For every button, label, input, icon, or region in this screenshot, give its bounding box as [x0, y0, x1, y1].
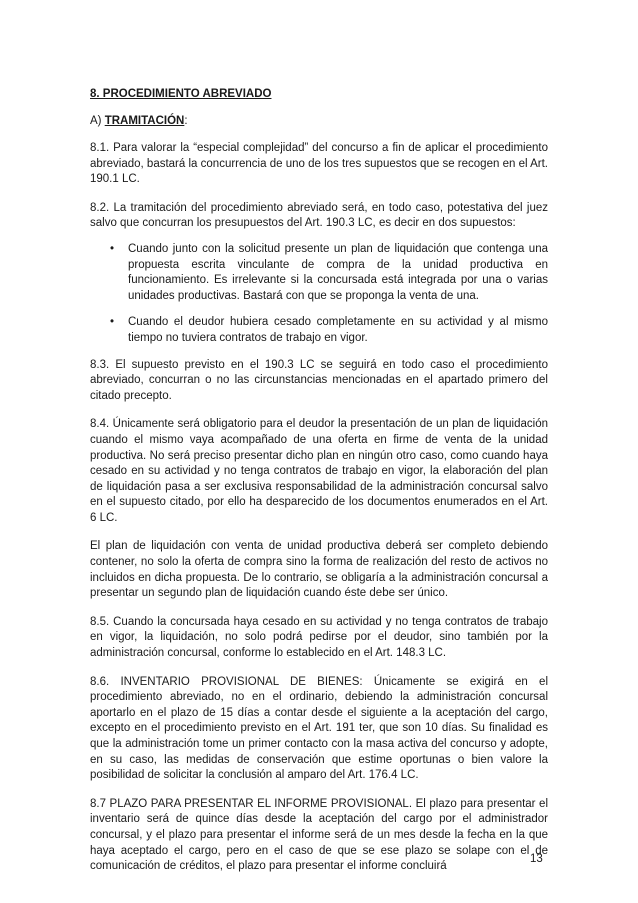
paragraph-8-4-continued: El plan de liquidación con venta de unidad productiva deberá ser completo debiendo contener, no solo la oferta de compra sino la forma de realización del resto de activos no incluidos en dicha propuesta. De lo contrario, se obligaría a la administración concursal a presentar un segundo plan de liquidación cuando éste debe ser único. [90, 540, 548, 600]
subsection-prefix: A) [90, 115, 105, 127]
list-item [90, 315, 548, 346]
paragraph-8-6: 8.6. INVENTARIO PROVISIONAL DE BIENES: Únicamente se exigirá en el procedimiento abreviado, no en el ordinario, debiendo la administración concursal aportarlo en el plazo de 15 días a contar desde el siguiente a la aceptación del cargo, excepto en el procedimiento previsto en el Art. 191 ter, que son 10 días. Su finalidad es que la administración tome un primer contacto con la masa activa del concurso y adopte, en su caso, las medidas de conservación que estime oportunas o bien valore la posibilidad de solicitar la conclusión al amparo del Art. 176.4 LC. [90, 675, 548, 782]
page-number: 13 [530, 853, 543, 865]
paragraph-8-4: 8.4. Únicamente será obligatorio para el deudor la presentación de un plan de liquidación cuando el mismo vaya acompañado de una oferta en firme de venta de la unidad productiva. No será preciso presentar dicho plan en ningún otro caso, como cuando haya cesado en su actividad y no tenga contratos de trabajo en vigor, la elaboración del plan de liquidación pasa a ser exclusiva responsabilidad de la administración concursal salvo en el supuesto citado, por ello ha desparecido de los documentos enumerados en el Art. 6 LC. [90, 418, 548, 524]
paragraph-8-7: 8.7 PLAZO PARA PRESENTAR EL INFORME PROVISIONAL. El plazo para presentar el inventario será de quince días desde la aceptación del cargo por el administrador concursal, y el plazo para presentar el informe será de un mes desde la fecha en la que haya aceptado el cargo, pero en el caso de que se ese plazo se solape con el de comunicación de créditos, el plazo para presentar el informe concluirá [90, 797, 548, 873]
list-item-text: Cuando el deudor hubiera cesado completamente en su actividad y al mismo tiempo no tuviera contratos de trabajo en vigor. [128, 316, 548, 344]
document-page [90, 87, 548, 875]
section-heading: 8. PROCEDIMIENTO ABREVIADO [90, 88, 272, 100]
bullet-list [90, 242, 548, 347]
subsection-suffix: : [184, 115, 188, 127]
subsection-label: TRAMITACIÓN [104, 115, 185, 127]
paragraph-8-5: 8.5. Cuando la concursada haya cesado en su actividad y no tenga contratos de trabajo en vigor, la liquidación, no solo podrá pedirse por el deudor, sino también por la administración concursal, conforme lo establecido en el Art. 148.3 LC. [90, 615, 548, 660]
subsection-heading [90, 114, 548, 128]
bullet-icon: • [110, 316, 115, 329]
paragraph-8-1: 8.1. Para valorar la “especial complejidad” del concurso a fin de aplicar el procedimiento abreviado, bastará la concurrencia de uno de los tres supuestos que se recogen en el Art. 190.1 LC. [90, 142, 548, 186]
bullet-icon: • [110, 242, 115, 255]
paragraph-8-2: 8.2. La tramitación del procedimiento abreviado será, en todo caso, potestativa del juez salvo que concurran los presupuestos del Art. 190.3 LC, es decir en dos supuestos: [90, 201, 548, 230]
list-item-text: Cuando junto con la solicitud presente un plan de liquidación que contenga una propuesta escrita vinculante de compra de la unidad productiva en funcionamiento. Es irrelevante si la concursada está integrada por una o varias unidades productivas. Bastará con que se proponga la venta de una. [128, 242, 548, 302]
paragraph-8-3: 8.3. El supuesto previsto en el 190.3 LC se seguirá en todo caso el procedimiento abreviado, concurran o no las circunstancias mencionadas en el apartado primero del citado precepto. [90, 358, 548, 402]
list-item [90, 242, 548, 304]
